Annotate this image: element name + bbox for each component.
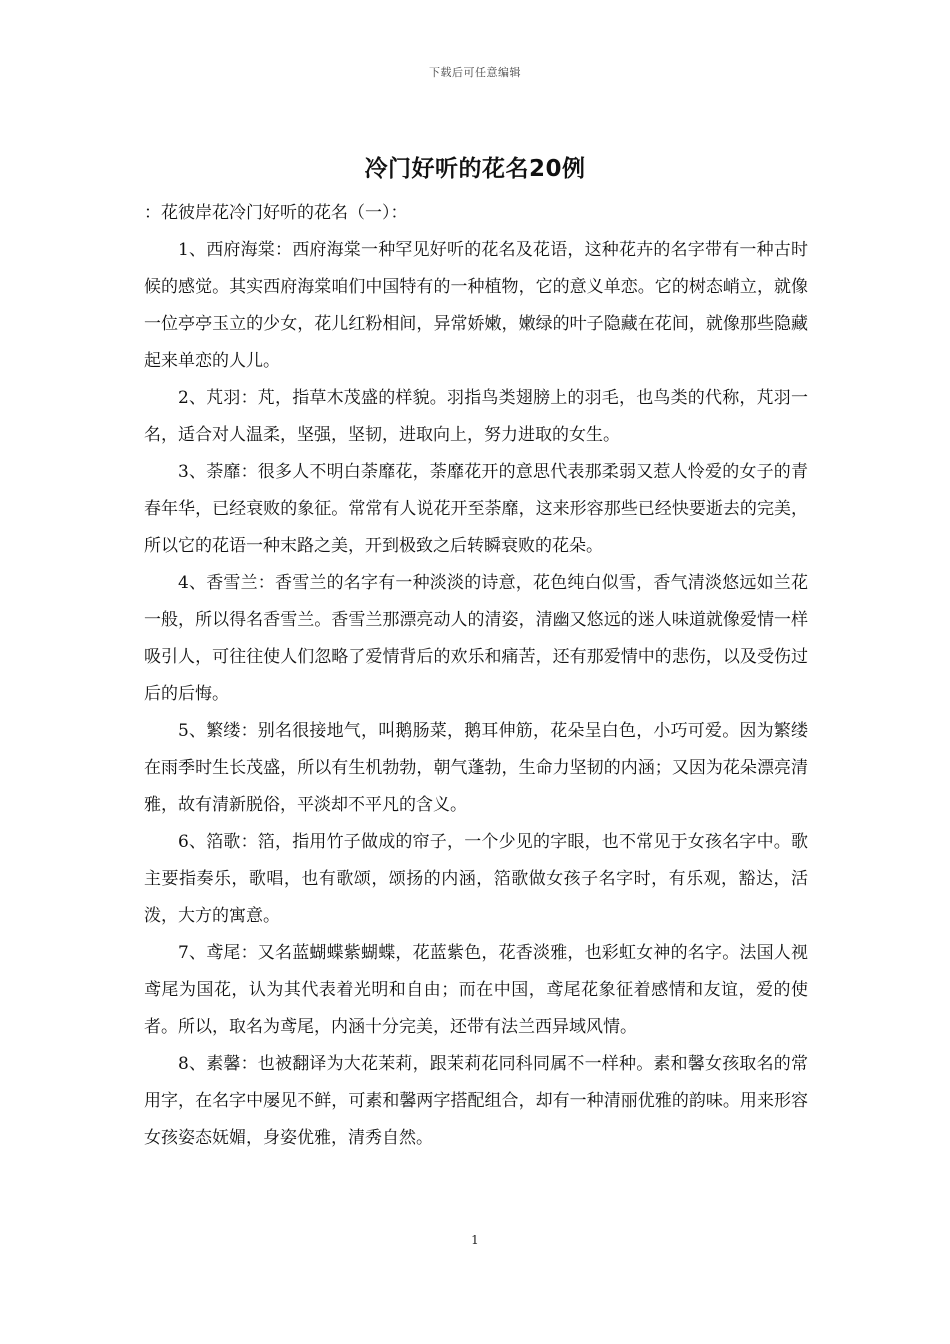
list-item: 6、箔歌：箔，指用竹子做成的帘子，一个少见的字眼，也不常见于女孩名字中。歌主要指奏乐，歌唱，也有歌颂，颂扬的内涵，箔歌做女孩子名字时，有乐观，豁达，活泼，大方的寓意。 bbox=[144, 832, 808, 926]
document-title: 冷门好听的花名20例 bbox=[364, 156, 586, 182]
list-item: 2、芃羽：芃，指草木茂盛的样貌。羽指鸟类翅膀上的羽毛，也鸟类的代称，芃羽一名，适合对人温柔，坚强，坚韧，进取向上，努力进取的女生。 bbox=[144, 388, 808, 445]
list-item: 1、西府海棠：西府海棠一种罕见好听的花名及花语，这种花卉的名字带有一种古时候的感觉。其实西府海棠咱们中国特有的一种植物，它的意义单恋。它的树态峭立，就像一位亭亭玉立的少女，花儿红粉相间，异常娇嫩，嫩绿的叶子隐藏在花间，就像那些隐藏起来单恋的人儿。 bbox=[144, 240, 808, 371]
list-item: 7、鸢尾：又名蓝蝴蝶紫蝴蝶，花蓝紫色，花香淡雅，也彩虹女神的名字。法国人视鸢尾为国花，认为其代表着光明和自由；而在中国，鸢尾花象征着感情和友谊，爱的使者。所以，取名为鸢尾，内涵十分完美，还带有法兰西异域风情。 bbox=[144, 943, 808, 1037]
list-item: 8、素馨：也被翻译为大花茉莉，跟茉莉花同科同属不一样种。素和馨女孩取名的常用字，在名字中屡见不鲜，可素和馨两字搭配组合，却有一种清丽优雅的韵味。用来形容女孩姿态妩媚，身姿优雅，清秀自然。 bbox=[144, 1054, 808, 1148]
header-note: 下载后可任意编辑 bbox=[429, 66, 521, 79]
intro-line: ：花彼岸花冷门好听的花名（一）： bbox=[144, 203, 408, 223]
page-number: 1 bbox=[471, 1233, 479, 1247]
document-body bbox=[144, 195, 808, 1157]
list-item: 4、香雪兰：香雪兰的名字有一种淡淡的诗意，花色纯白似雪，香气清淡悠远如兰花一般，所以得名香雪兰。香雪兰那漂亮动人的清姿，清幽又悠远的迷人味道就像爱情一样吸引人，可往往使人们忽略了爱情背后的欢乐和痛苦，还有那爱情中的悲伤，以及受伤过后的后悔。 bbox=[144, 573, 808, 704]
list-item: 3、荼靡：很多人不明白荼靡花，荼靡花开的意思代表那柔弱又惹人怜爱的女子的青春年华，已经衰败的象征。常常有人说花开至荼靡，这来形容那些已经快要逝去的完美，所以它的花语一种末路之美，开到极致之后转瞬衰败的花朵。 bbox=[144, 462, 808, 556]
list-item: 5、繁缕：别名很接地气，叫鹅肠菜，鹅耳伸筋，花朵呈白色，小巧可爱。因为繁缕在雨季时生长茂盛，所以有生机勃勃，朝气蓬勃，生命力坚韧的内涵；又因为花朵漂亮清雅，故有清新脱俗，平淡却不平凡的含义。 bbox=[144, 721, 808, 815]
